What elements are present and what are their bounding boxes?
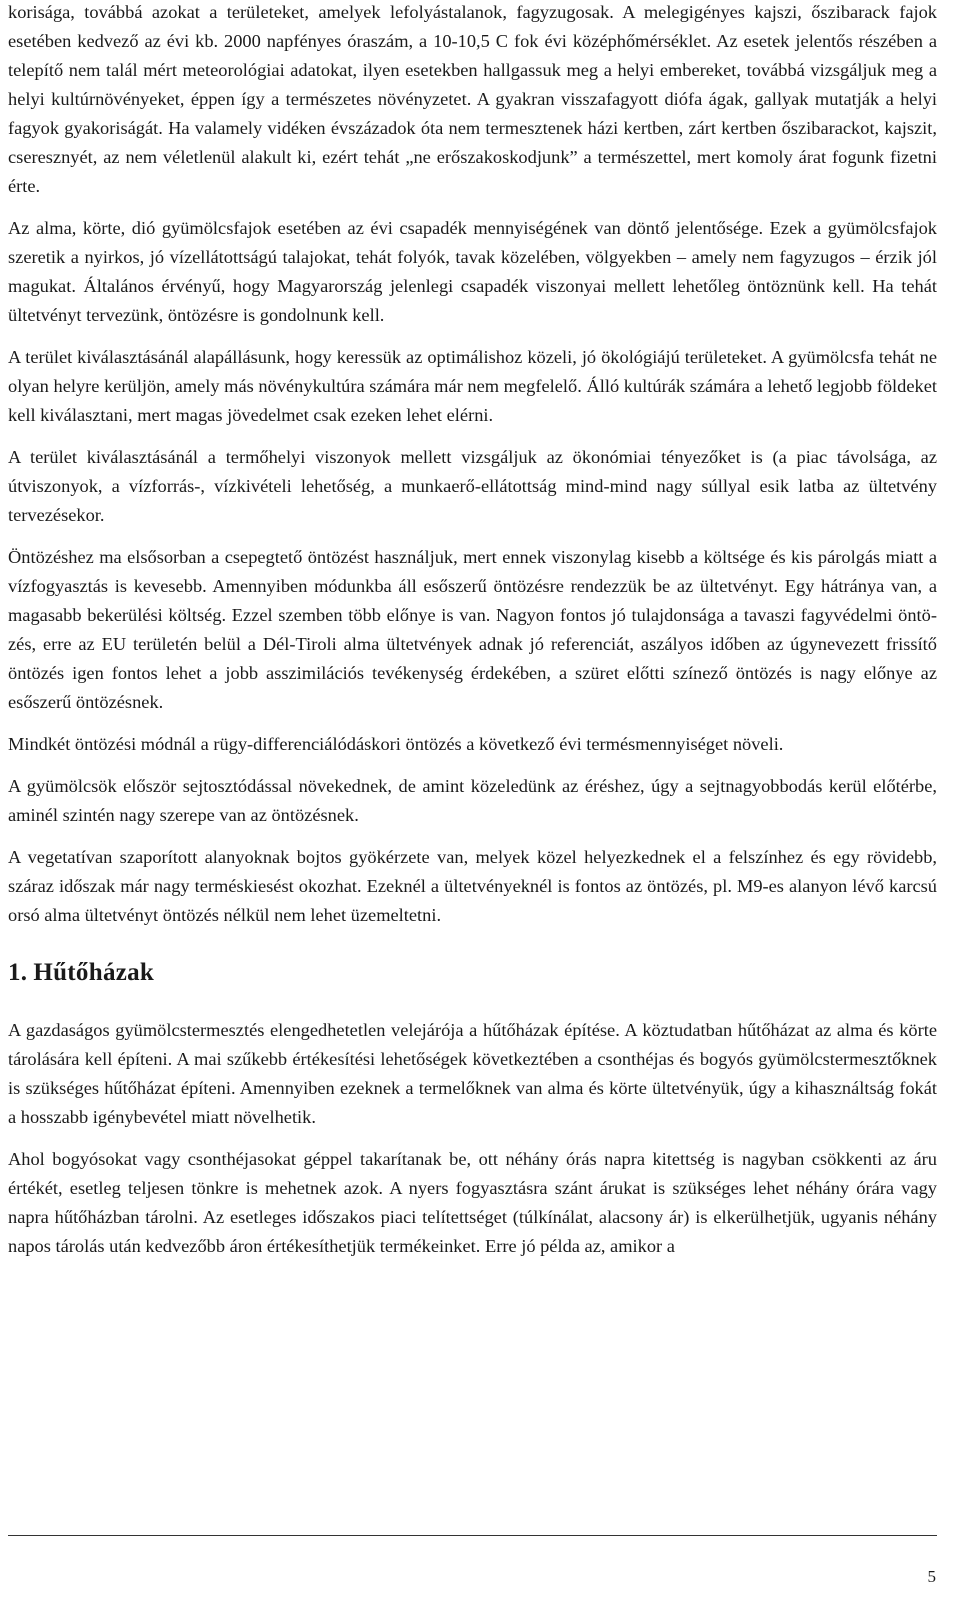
section-number: 1.	[8, 959, 28, 986]
body-paragraph: korisága, továbbá azokat a területeket, amelyek lefolyástalanok, fagyzugosak. A melegigényes kajszi, őszibarack fajok esetében kedvező az évi kb. 2000 napfényes óraszám, a 10-10,5 C fok évi középhőmérséklet. Az esetek jelentős részében a telepítő nem talál mért meteorológiai adatokat, ilyen esetekben hallgassuk meg a helyi embereket, továbbá vizsgáljuk meg a helyi kultúrnövényeket, éppen így a természetes növényzetet. A gyakran visszafagyott diófa ágak, gallyak mutatják a helyi fagyok gyakoriságát. Ha valamely vidéken évszázadok óta nem termesztenek házi kertben, zárt kertben őszibarackot, kajszit, cseresznyét, az nem véletlenül alakult ki, ezért tehát „ne erőszakoskodjunk” a természettel, mert komoly árat fogunk fizetni érte.	[8, 2, 937, 196]
section-heading	[8, 956, 937, 990]
body-paragraph: Ahol bogyósokat vagy csonthéjasokat géppel takarítanak be, ott néhány órás napra kitettség is nagyban csökkenti az áru értékét, esetleg teljesen tönkre is mehetnek azok. A nyers fogyasztásra szánt árukat is szükséges lehet néhány órára vagy napra hűtőházban tárolni. Az esetleges időszakos piaci telítettséget (túlkínálat, alacsony ár) is elkerülhetjük, ugyanis néhány napos tárolás után kedvezőbb áron értékesíthetjük termékeinket. Erre jó példa az, amikor a	[8, 1149, 937, 1256]
body-paragraph: Az alma, körte, dió gyümölcsfajok esetében az évi csapadék mennyiségének van döntő jelentősége. Ezek a gyümölcsfajok szeretik a nyirkos, jó vízellátottságú talajokat, tehát folyók, tavak közelében, völgyekben – amely nem fagyzugos – érzik jól magukat. Általános érvényű, hogy Magyarország jelenlegi csapadék viszonyai mellett lehetőleg öntöznünk kell. Ha tehát ültetvényt tervezünk, öntözésre is gondolnunk kell.	[8, 218, 937, 325]
body-paragraph: A gazdaságos gyümölcstermesztés elengedhetetlen velejárója a hűtőházak építése. A köztudatban hűtőházat az alma és körte tárolására kell építeni. A mai szűkebb értékesítési lehetőségek következtében a csonthéjas és bogyós gyümölcstermesztőknek is szükséges hűtőházat építeni. Amennyiben ezeknek a termelőknek van alma és körte ültetvényük, úgy a kihasználtság fokát a hosszabb igénybevétel miatt növelhetik.	[8, 1020, 937, 1127]
page-number: 5	[927, 1567, 936, 1586]
body-paragraph: A vegetatívan szaporított alanyoknak bojtos gyökérzete van, melyek közel helyezkednek el a felszínhez és egy rövidebb, száraz időszak már nagy terméskiesést okozhat. Ezeknél a ültetvényeknél is fontos az öntözés, pl. M9-es alanyon lévő karcsú orsó alma ültetvényt öntözés nélkül nem lehet üzemeltetni.	[8, 847, 937, 925]
section-title: Hűtőházak	[33, 959, 155, 986]
footer-divider	[8, 1535, 937, 1536]
body-paragraph: A terület kiválasztásánál alapállásunk, hogy keressük az optimálishoz közeli, jó ökológiájú területeket. A gyümölcsfa tehát ne olyan helyre kerüljön, amely más növénykultúra számára már nem megfelelő. Álló kultúrák számára a lehető legjobb földeket kell kiválasztani, mert magas jövedelmet csak ezeken lehet elérni.	[8, 347, 937, 425]
body-paragraph: A terület kiválasztásánál a termőhelyi viszonyok mellett vizsgáljuk az ökonómiai tényezőket is (a piac távolsága, az útviszonyok, a vízforrás-, vízkivételi lehetőség, a munkaerő-ellátottság mind-mind nagy súllyal esik latba az ültetvény tervezésekor.	[8, 447, 937, 525]
document-page	[8, 0, 937, 1274]
body-paragraph: Öntözéshez ma elsősorban a csepegtető öntözést használjuk, mert ennek viszonylag kisebb a költsége és kis párolgás miatt a vízfogyasztás is kevesebb. Amennyiben módunkba áll esőszerű öntözésre rendezzük be az ültetvényt. Egy hátránya van, a magasabb bekerülési költség. Ezzel szemben több előnye is van. Nagyon fontos jó tulajdonsága a tavaszi fagyvédelmi öntözés, erre az EU területén belül a Dél-Tiroli alma ültetvények adnak jó referenciát, aszályos időben az úgynevezett frissítő öntözés igen fontos lehet a jobb asszimilációs tevékenység érdekében, a szüret előtti színező öntözés is nagy előnye az esőszerű öntözésnek.	[8, 547, 937, 712]
body-paragraph: A gyümölcsök először sejtosztódással növekednek, de amint közeledünk az éréshez, úgy a sejtnagyobbodás kerül előtérbe, aminél szintén nagy szerepe van az öntözésnek.	[8, 776, 937, 825]
body-paragraph: Mindkét öntözési módnál a rügy-differenciálódáskori öntözés a következő évi termésmennyiséget növeli.	[8, 734, 784, 754]
